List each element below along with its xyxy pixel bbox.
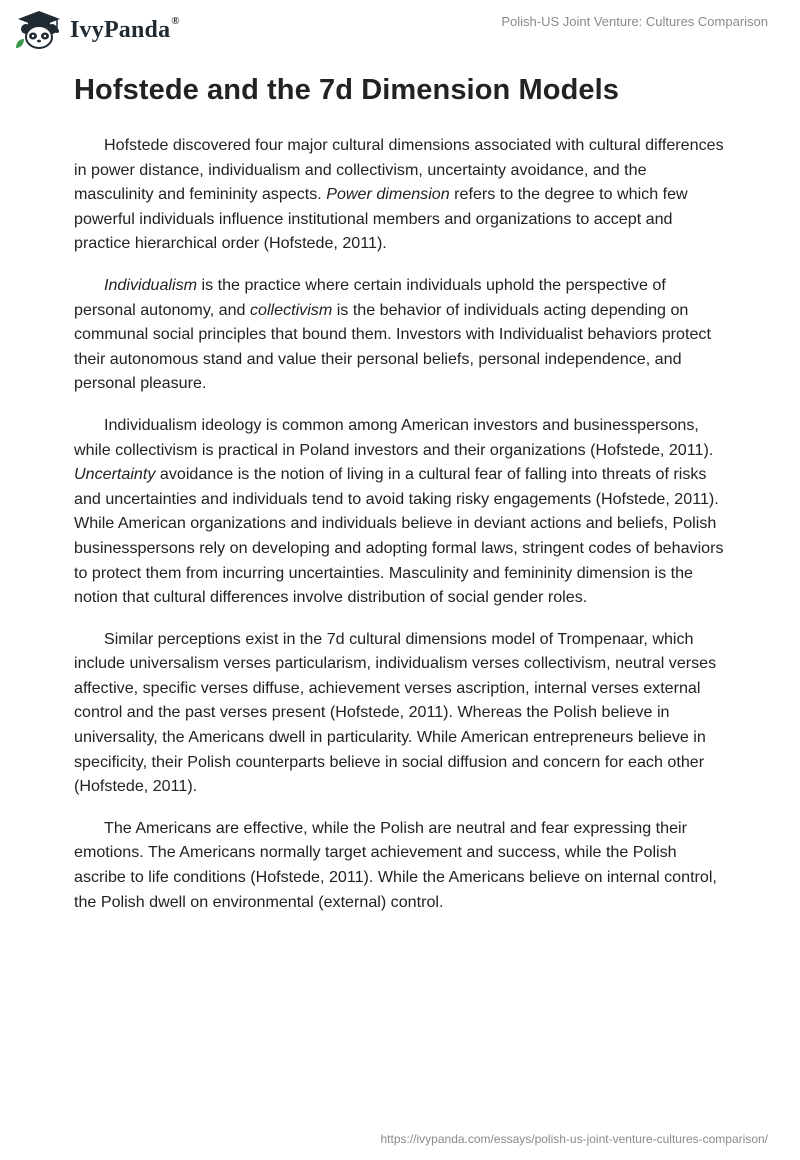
paragraph-text: Hofstede discovered four major cultural dimensions associated with cultural differences in power distance, individualism and collectivism, uncertainty avoidance, and the masculinity and femininity aspects. [74, 136, 724, 204]
source-url[interactable]: https://ivypanda.com/essays/polish-us-joint-venture-cultures-comparison/ [380, 1132, 768, 1146]
body-paragraph [74, 273, 726, 396]
body-paragraph [74, 627, 726, 799]
paragraph-text: The Americans are effective, while the Polish are neutral and fear expressing their emotions. The Americans normally target achievement and success, while the Polish ascribe to life conditions (Hofstede, 2011). While the Americans believe on internal control, the Polish dwell on environmental (external) control. [74, 818, 717, 911]
page-header [0, 0, 800, 60]
article-body [74, 133, 726, 931]
paragraph-text: Similar perceptions exist in the 7d cultural dimensions model of Trompenaar, which include universalism verses particularism, individualism verses collectivism, neutral verses affective, specific verses diffuse, achievement verses ascription, internal verses external control and the past verses present (Hofstede, 2011). Whereas the Polish believe in universality, the Americans dwell in particularity. While American entrepreneurs believe in specificity, their Polish counterparts believe in social diffusion and concern for each other (Hofstede, 2011). [74, 629, 717, 796]
paragraph-text: is the behavior of individuals acting depending on communal social principles that bound them. Investors with Individualist behaviors protect their autonomous stand and value their personal beliefs, personal independence, and personal pleasure. [74, 300, 711, 393]
document-title: Polish-US Joint Venture: Cultures Comparison [501, 14, 768, 29]
body-paragraph [74, 133, 726, 256]
brand-name: IvyPanda® [70, 14, 180, 43]
emphasized-term: Individualism [104, 275, 198, 294]
paragraph-text: is the practice where certain individuals uphold the perspective of personal autonomy, and [74, 275, 666, 319]
emphasized-term: Uncertainty [74, 465, 156, 484]
paragraph-text: Individualism ideology is common among American investors and businesspersons, while collectivism is practical in Poland investors and their organizations (Hofstede, 2011). [74, 415, 714, 459]
panda-mascot-icon [14, 10, 64, 50]
emphasized-term: Power dimension [326, 185, 450, 204]
paragraph-text: refers to the degree to which few powerful individuals influence institutional members and organizations to accept and practice hierarchical order (Hofstede, 2011). [74, 185, 688, 253]
body-paragraph [74, 816, 726, 914]
paragraph-text: avoidance is the notion of living in a cultural fear of falling into threats of risks and uncertainties and individuals tend to avoid taking risky engagements (Hofstede, 2011). While American organizations and individuals believe in deviant actions and beliefs, Polish businesspersons rely on developing and adopting formal laws, stringent codes of behaviors to protect them from incurring uncertainties. Masculinity and femininity dimension is the notion that cultural differences involve distribution of social gender roles. [74, 465, 724, 607]
page-title: Hofstede and the 7d Dimension Models [74, 74, 619, 106]
emphasized-term: collectivism [249, 300, 333, 319]
body-paragraph [74, 413, 726, 610]
registered-mark: ® [171, 14, 180, 27]
ivypanda-logo[interactable] [14, 10, 180, 50]
